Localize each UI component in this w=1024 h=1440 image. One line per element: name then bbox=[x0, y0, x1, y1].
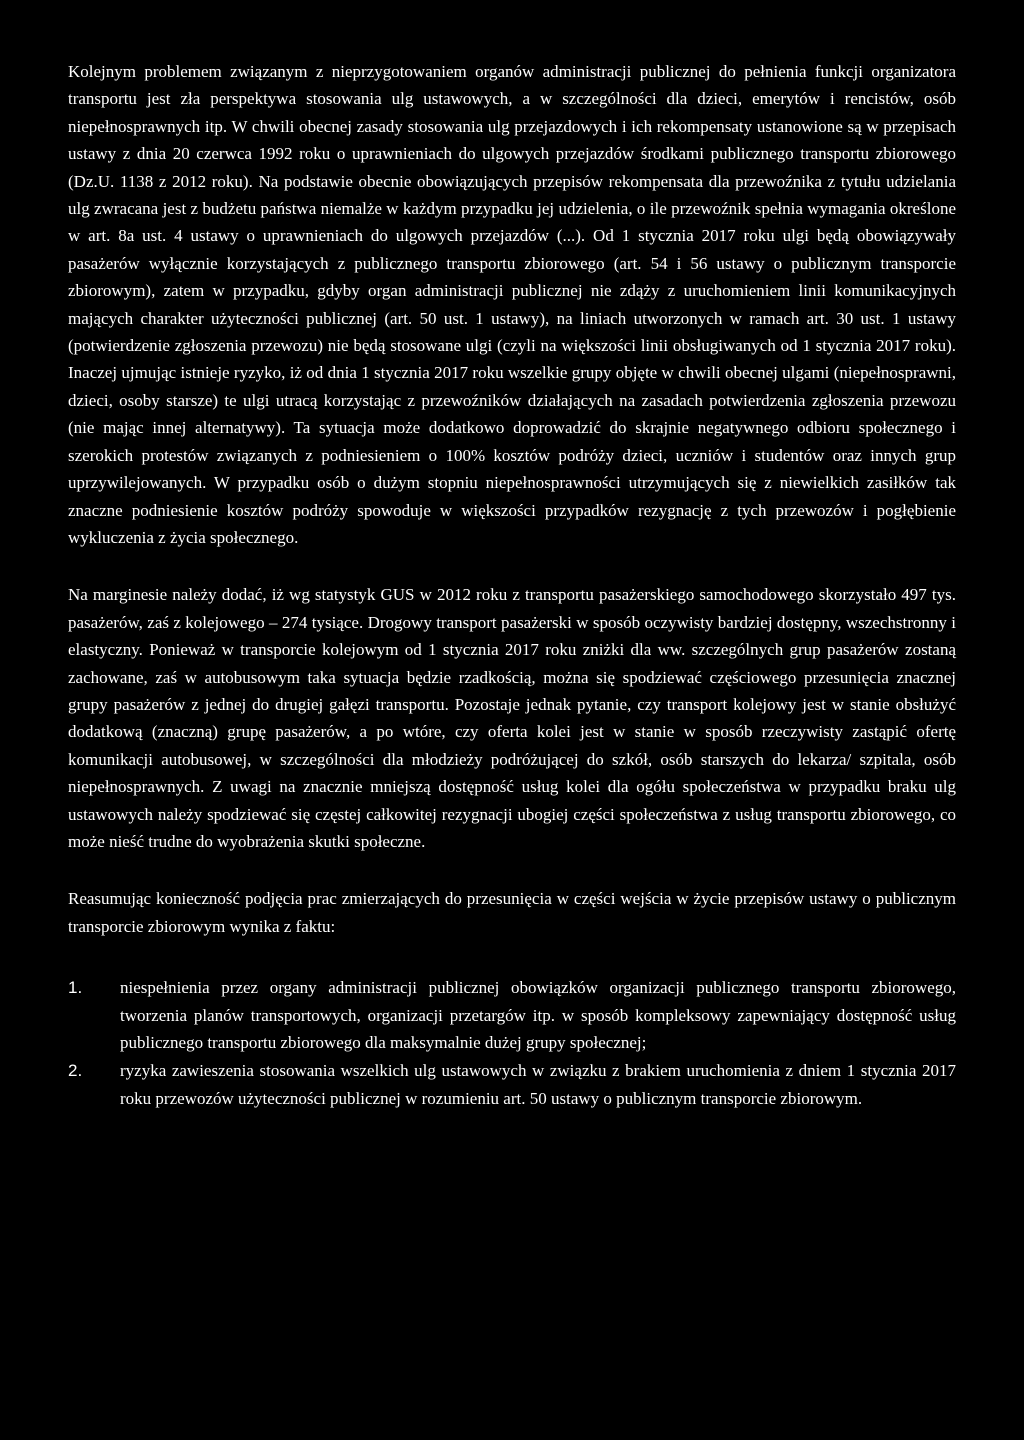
paragraph-statystyki-gus: Na marginesie należy dodać, iż wg statystyk GUS w 2012 roku z transportu pasażerskiego samochodowego skorzystało 497 tys. pasażerów, zaś z kolejowego – 274 tysiące. Drogowy transport pasażerski w sposób oczywisty bardziej dostępny, wszechstronny i elastyczny. Ponieważ w transporcie kolejowym od 1 stycznia 2017 roku zniżki dla ww. szczególnych grup pasażerów zostaną zachowane, zaś w autobusowym taka sytuacja będzie rzadkością, można się spodziewać częściowego przesunięcia znacznej grupy pasażerów z jednej do drugiej gałęzi transportu. Pozostaje jednak pytanie, czy transport kolejowy jest w stanie obsłużyć dodatkową (znaczną) grupę pasażerów, a po wtóre, czy oferta kolei jest w stanie w sposób rzeczywisty zastąpić ofertę komunikacji autobusowej, w szczególności dla młodzieży podróżującej do szkół, osób starszych do lekarza/ szpitala, osób niepełnosprawnych. Z uwagi na znacznie mniejszą dostępność usług kolei dla ogółu społeczeństwa w przypadku braku ulg ustawowych należy spodziewać się częstej całkowitej rezygnacji ubogiej części społeczeństwa z usług transportu zbiorowego, co może nieść trudne do wyobrażenia skutki społeczne. bbox=[68, 585, 956, 851]
list-item-text: ryzyka zawieszenia stosowania wszelkich ulg ustawowych w związku z brakiem uruchomienia z dniem 1 stycznia 2017 roku przewozów użyteczności publicznej w rozumieniu art. 50 ustawy o publicznym transporcie zbiorowym. bbox=[120, 1061, 956, 1108]
document-page bbox=[68, 58, 956, 1113]
list-item-text: niespełnienia przez organy administracji publicznej obowiązków organizacji publicznego transportu zbiorowego, tworzenia planów transportowych, organizacji przetargów itp. w sposób kompleksowy zapewniający dostępność usług publicznego transportu zbiorowego dla maksymalnie dużej grupy społecznej; bbox=[120, 978, 956, 1052]
list-item bbox=[68, 1057, 956, 1112]
list-item bbox=[68, 974, 956, 1056]
conclusions-list bbox=[68, 974, 956, 1112]
paragraph-reasumujac: Reasumując konieczność podjęcia prac zmierzających do przesunięcia w części wejścia w życie przepisów ustawy o publicznym transporcie zbiorowym wynika z faktu: bbox=[68, 889, 956, 936]
list-item-number: 2. bbox=[68, 1061, 83, 1081]
paragraph-ulgi-ustawowe: Kolejnym problemem związanym z nieprzygotowaniem organów administracji publicznej do pełnienia funkcji organizatora transportu jest zła perspektywa stosowania ulg ustawowych, a w szczególności dla dzieci, emerytów i rencistów, osób niepełnosprawnych itp. W chwili obecnej zasady stosowania ulg przejazdowych i ich rekompensaty ustanowione są w przepisach ustawy z dnia 20 czerwca 1992 roku o uprawnieniach do ulgowych przejazdów środkami publicznego transportu zbiorowego (Dz.U. 1138 z 2012 roku). Na podstawie obecnie obowiązujących przepisów rekompensata dla przewoźnika z tytułu udzielania ulg zwracana jest z budżetu państwa niemalże w każdym przypadku jej udzielenia, o ile przewoźnik spełnia wymagania określone w art. 8a ust. 4 ustawy o uprawnieniach do ulgowych przejazdów (...). Od 1 stycznia 2017 roku ulgi będą obowiązywały pasażerów wyłącznie korzystających z publicznego transportu zbiorowego (art. 54 i 56 ustawy o publicznym transporcie zbiorowym), zatem w przypadku, gdyby organ administracji publicznej nie zdąży z uruchomieniem linii komunikacyjnych mających charakter użyteczności publicznej (art. 50 ust. 1 ustawy), na liniach utworzonych w ramach art. 30 ust. 1 ustawy (potwierdzenie zgłoszenia przewozu) nie będą stosowane ulgi (czyli na większości linii obsługiwanych od 1 stycznia 2017 roku). Inaczej ujmując istnieje ryzyko, iż od dnia 1 stycznia 2017 roku wszelkie grupy objęte w chwili obecnej ulgami (niepełnosprawni, dzieci, osoby starsze) te ulgi utracą korzystając z przewoźników działających na zasadach potwierdzenia zgłoszenia przewozu (nie mając innej alternatywy). Ta sytuacja może dodatkowo doprowadzić do skrajnie negatywnego odbioru społecznego i szerokich protestów związanych z podniesieniem o 100% kosztów podróży dzieci, uczniów i studentów oraz innych grup uprzywilejowanych. W przypadku osób o dużym stopniu niepełnosprawności utrzymujących się z niewielkich zasiłków tak znaczne podniesienie kosztów podróży spowoduje w większości przypadków rezygnację z tych przewozów i pogłębienie wykluczenia z życia społecznego. bbox=[68, 62, 956, 547]
list-item-number: 1. bbox=[68, 978, 83, 998]
